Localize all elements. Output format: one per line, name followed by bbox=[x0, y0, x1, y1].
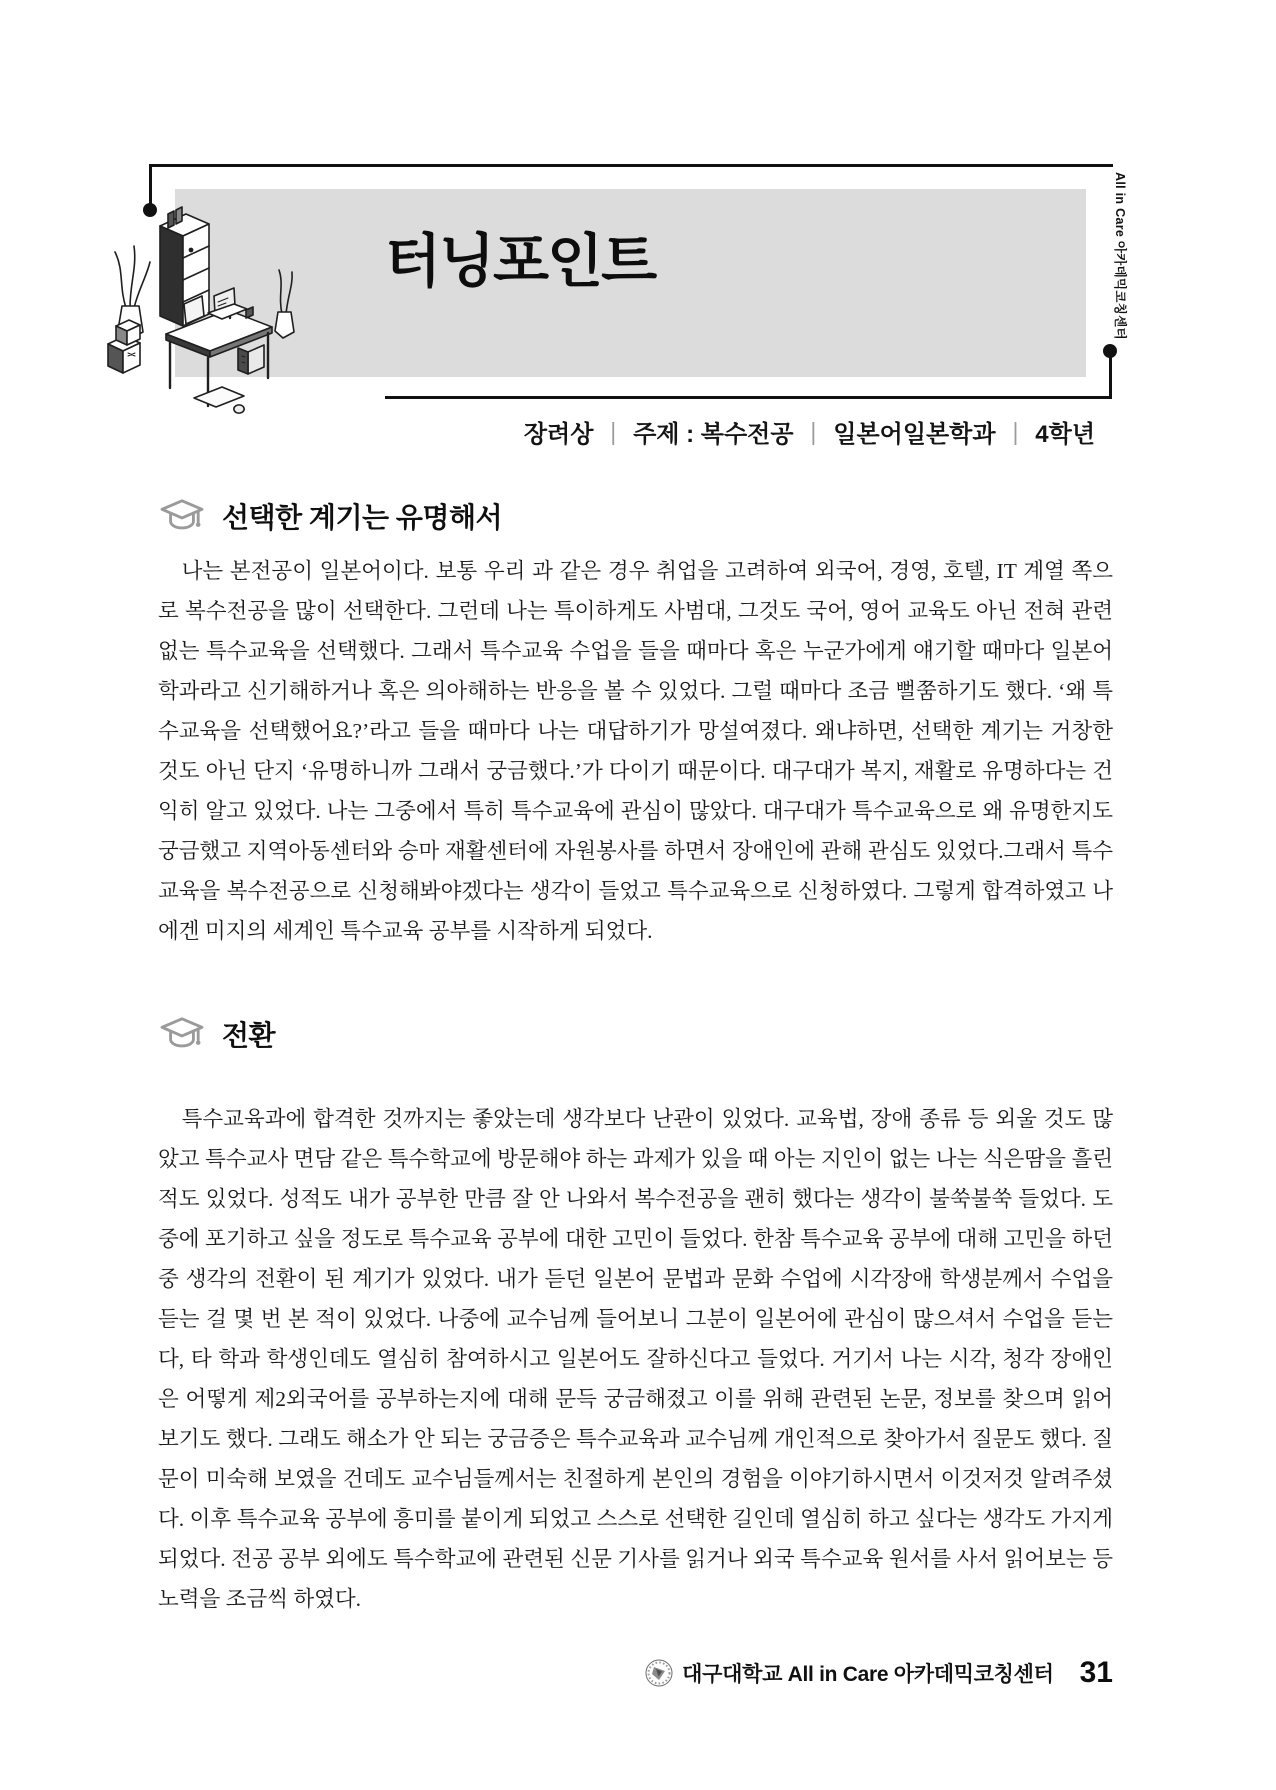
office-desk-illustration bbox=[96, 192, 311, 420]
graduation-cap-icon bbox=[158, 1014, 206, 1054]
border-rule-top bbox=[150, 164, 1113, 167]
separator: | bbox=[810, 416, 817, 446]
page-footer bbox=[158, 1656, 1113, 1690]
separator: | bbox=[1012, 416, 1019, 446]
department-label: 일본어일본학과 bbox=[833, 421, 996, 448]
topic-label: 주제 : 복수전공 bbox=[633, 421, 794, 448]
university-seal-icon bbox=[644, 1658, 674, 1688]
section-heading-1 bbox=[158, 496, 502, 536]
page-title: 터닝포인트 bbox=[385, 229, 656, 294]
graduation-cap-icon bbox=[158, 496, 206, 536]
border-rule-bottom bbox=[385, 396, 1112, 399]
meta-row bbox=[158, 414, 1095, 449]
side-label: All in Care 아카데믹코칭센터 bbox=[1113, 172, 1127, 340]
footer-org-label: 대구대학교 All in Care 아카데믹코칭센터 bbox=[682, 1663, 1054, 1686]
award-label: 장려상 bbox=[523, 421, 594, 448]
section-body-2: 특수교육과에 합격한 것까지는 좋았는데 생각보다 난관이 있었다. 교육법, 장애 종류 등 외울 것도 많았고 특수교사 면담 같은 특수학교에 방문해야 하는 과제가 있을 때 아는 지인이 없는 나는 식은땀을 흘린 적도 있었다. 성적도 내가 공부한 만큼 잘 안 나와서 복수전공을 괜히 했다는 생각이 불쑥불쑥 들었다. 도중에 포기하고 싶을 정도로 특수교육 공부에 대한 고민이 들었다. 한참 특수교육 공부에 대해 고민을 하던 중 생각의 전환이 된 계기가 있었다. 내가 듣던 일본어 문법과 문화 수업에 시각장애 학생분께서 수업을 듣는 걸 몇 번 본 적이 있었다. 나중에 교수님께 들어보니 그분이 일본어에 관심이 많으셔서 수업을 듣는다, 타 학과 학생인데도 열심히 참여하시고 일본어도 잘하신다고 들었다. 거기서 나는 시각, 청각 장애인은 어떻게 제2외국어를 공부하는지에 대해 문득 궁금해졌고 이를 위해 관련된 논문, 정보를 찾으며 읽어보기도 했다. 그래도 해소가 안 되는 궁금증은 특수교육과 교수님께 개인적으로 찾아가서 질문도 했다. 질문이 미숙해 보였을 건데도 교수님들께서는 친절하게 본인의 경험을 이야기하시면서 이것저것 알려주셨다. 이후 특수교육 공부에 흥미를 붙이게 되었고 스스로 선택한 길인데 열심히 하고 싶다는 생각도 가지게 되었다. 전공 공부 외에도 특수학교에 관련된 신문 기사를 읽거나 외국 특수교육 원서를 사서 읽어보는 등 노력을 조금씩 하였다. bbox=[158, 1107, 1113, 1611]
border-dot-right bbox=[1103, 344, 1117, 358]
border-stem-right bbox=[1109, 352, 1112, 399]
section-heading-label: 선택한 계기는 유명해서 bbox=[222, 502, 503, 533]
separator: | bbox=[610, 416, 617, 446]
grade-label: 4학년 bbox=[1035, 421, 1095, 448]
page-number: 31 bbox=[1079, 1656, 1113, 1689]
section-body-1: 나는 본전공이 일본어이다. 보통 우리 과 같은 경우 취업을 고려하여 외국어, 경영, 호텔, IT 계열 쪽으로 복수전공을 많이 선택한다. 그런데 나는 특이하게도 사범대, 그것도 국어, 영어 교육도 아닌 전혀 관련 없는 특수교육을 선택했다. 그래서 특수교육 수업을 들을 때마다 혹은 누군가에게 얘기할 때마다 일본어학과라고 신기해하거나 혹은 의아해하는 반응을 볼 수 있었다. 그럴 때마다 조금 뻘쭘하기도 했다. ‘왜 특수교육을 선택했어요?’라고 들을 때마다 나는 대답하기가 망설여졌다. 왜냐하면, 선택한 계기는 거창한 것도 아닌 단지 ‘유명하니까 그래서 궁금했다.’가 다이기 때문이다. 대구대가 복지, 재활로 유명하다는 건 익히 알고 있었다. 나는 그중에서 특히 특수교육에 관심이 많았다. 대구대가 특수교육으로 왜 유명한지도 궁금했고 지역아동센터와 승마 재활센터에 자원봉사를 하면서 장애인에 관해 관심도 있었다.그래서 특수교육을 복수전공으로 신청해봐야겠다는 생각이 들었고 특수교육으로 신청하였다. 그렇게 합격하였고 나에겐 미지의 세계인 특수교육 공부를 시작하게 되었다. bbox=[158, 559, 1113, 943]
section-heading-2 bbox=[158, 1014, 275, 1054]
section-heading-label: 전환 bbox=[222, 1020, 276, 1051]
